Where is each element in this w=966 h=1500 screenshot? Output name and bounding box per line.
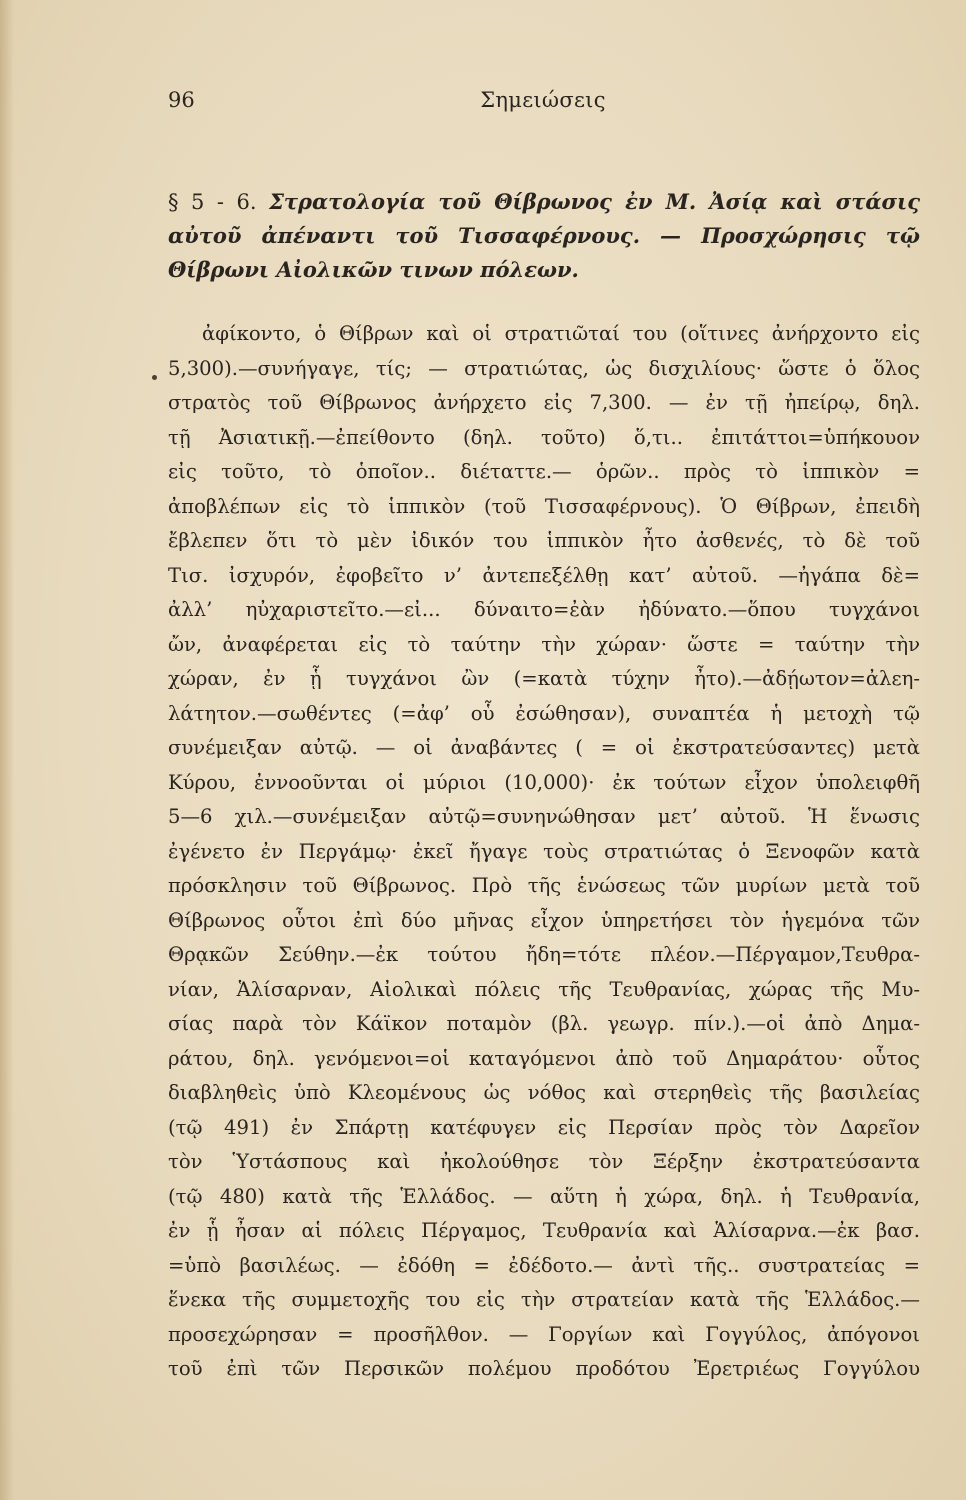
section-heading [168, 185, 920, 287]
note-line: Θίβρωνος οὗτοι ἐπὶ δύο μῆνας εἶχον ὑπηρετήσει τὸν ἡγεμόνα τῶν [168, 908, 920, 932]
note-line: εἰς τοῦτο, τὸ ὁποῖον.. διέταττε.— ὁρῶν.. πρὸς τὸ ἱππικὸν = [168, 460, 920, 483]
note-line: τοῦ ἐπὶ τῶν Περσικῶν πολέμου προδότου Ἐρετριέως Γογγύλου [168, 1357, 920, 1380]
note-line: ἀποβλέπων εἰς τὸ ἱππικὸν (τοῦ Τισσαφέρνους). Ὁ Θίβρων, ἐπειδὴ [168, 494, 920, 518]
page-number: 96 [168, 88, 195, 112]
page-gutter-shadow [0, 0, 14, 1500]
note-line: Τισ. ἰσχυρόν, ἐφοβεῖτο ν’ ἀντεπεξέλθῃ κατ’ αὐτοῦ. —ἠγάπα δὲ= [168, 563, 920, 587]
note-line: Θρᾳκῶν Σεύθην.—ἐκ τούτου ἤδη=τότε πλέον.—Πέργαμον,Τευθρα- [168, 943, 920, 966]
note-line: σίας παρὰ τὸν Κάϊκον ποταμὸν (βλ. γεωγρ. πίν.).—οἱ ἀπὸ Δημα- [168, 1012, 920, 1035]
note-line: (τῷ 491) ἐν Σπάρτῃ κατέφυγεν εἰς Περσίαν πρὸς τὸν Δαρεῖον [168, 1115, 920, 1139]
note-line: ἐν ᾗ ἦσαν αἱ πόλεις Πέργαμος, Τευθρανία καὶ Ἁλίσαρνα.—ἐκ βασ. [168, 1219, 920, 1242]
note-line: ράτου, δηλ. γενόμενοι=οἱ καταγόμενοι ἀπὸ τοῦ Δημαράτου· οὗτος [168, 1046, 920, 1070]
section-symbol: § 5 - 6. [168, 190, 257, 214]
note-line: 5—6 χιλ.—συνέμειξαν αὐτῷ=συνηνώθησαν μετ’ αὐτοῦ. Ἡ ἕνωσις [168, 805, 920, 828]
note-line: ἀφίκοντο, ὁ Θίβρων καὶ οἱ στρατιῶταί του (οἵτινες ἀνήρχοντο εἰς [202, 322, 920, 345]
note-line: πρόσκλησιν τοῦ Θίβρωνος. Πρὸ τῆς ἑνώσεως τῶν μυρίων μετὰ τοῦ [168, 874, 920, 897]
note-line: ἔβλεπεν ὅτι τὸ μὲν ἰδικόν του ἱππικὸν ἦτο ἀσθενές, τὸ δὲ τοῦ [168, 529, 920, 552]
section-title: Στρατολογία τοῦ Θίβρωνος ἐν Μ. Ἀσίᾳ καὶ στάσις αὐτοῦ ἀπέναντι τοῦ Τισσαφέρνους. — Προσχώρησις τῷ Θίβρωνι Αἰολικῶν τινων πόλεων. [168, 189, 920, 282]
note-line: ἕνεκα τῆς συμμετοχῆς του εἰς τὴν στρατείαν κατὰ τῆς Ἑλλάδος.— [168, 1288, 920, 1311]
note-line: προσεχώρησαν = προσῆλθον. — Γοργίων καὶ Γογγύλος, ἀπόγονοι [168, 1322, 920, 1346]
note-line: τῇ Ἀσιατικῇ.—ἐπείθοντο (δηλ. τοῦτο) ὅ,τι.. ἐπιτάττοι=ὑπήκουον [168, 425, 920, 449]
running-title: Σημειώσεις [480, 88, 606, 112]
note-line: λάτητον.—σωθέντες (=ἀφ’ οὗ ἐσώθησαν), συναπτέα ἡ μετοχὴ τῷ [168, 701, 920, 725]
note-line: συνέμειξαν αὐτῷ. — οἱ ἀναβάντες ( = οἱ ἐκστρατεύσαντες) μετὰ [168, 736, 920, 759]
page-header [168, 88, 918, 124]
note-line: (τῷ 480) κατὰ τῆς Ἑλλάδος. — αὕτη ἡ χώρα, δηλ. ἡ Τευθρανία, [168, 1184, 920, 1208]
note-line: χώραν, ἐν ᾗ τυγχάνοι ὢν (=κατὰ τύχην ἦτο).—ἀδῄωτον=ἀλεη- [168, 667, 920, 690]
note-line: νίαν, Ἁλίσαρναν, Αἰολικαὶ πόλεις τῆς Τευθρανίας, χώρας τῆς Μυ- [168, 977, 920, 1001]
note-line: ἀλλ’ ηὐχαριστεῖτο.—εἰ... δύναιτο=ἐὰν ἠδύνατο.—ὅπου τυγχάνοι [168, 598, 920, 621]
note-line: ὤν, ἀναφέρεται εἰς τὸ ταύτην τὴν χώραν· ὥστε = ταύτην τὴν [168, 632, 920, 656]
note-line: 5,300).—συνήγαγε, τίς; — στρατιώτας, ὡς δισχιλίους· ὥστε ὁ ὅλος [168, 356, 920, 380]
note-line: Κύρου, ἐννοοῦνται οἱ μύριοι (10,000)· ἐκ τούτων εἶχον ὑπολειφθῆ [168, 770, 920, 794]
note-line: στρατὸς τοῦ Θίβρωνος ἀνήρχετο εἰς 7,300. — ἐν τῇ ἠπείρῳ, δηλ. [168, 391, 920, 414]
note-line: =ὑπὸ βασιλέως. — ἐδόθη = ἐδέδοτο.— ἀντὶ τῆς.. συστρατείας = [168, 1253, 920, 1277]
margin-mark [152, 375, 157, 380]
note-line: διαβληθεὶς ὑπὸ Κλεομένους ὡς νόθος καὶ στερηθεὶς τῆς βασιλείας [168, 1081, 920, 1104]
note-line: ἐγένετο ἐν Περγάμῳ· ἐκεῖ ἤγαγε τοὺς στρατιώτας ὁ Ξενοφῶν κατὰ [168, 839, 920, 863]
note-line: τὸν Ὑστάσπους καὶ ἠκολούθησε τὸν Ξέρξην ἐκστρατεύσαντα [168, 1150, 920, 1173]
notes-body [168, 317, 920, 1387]
